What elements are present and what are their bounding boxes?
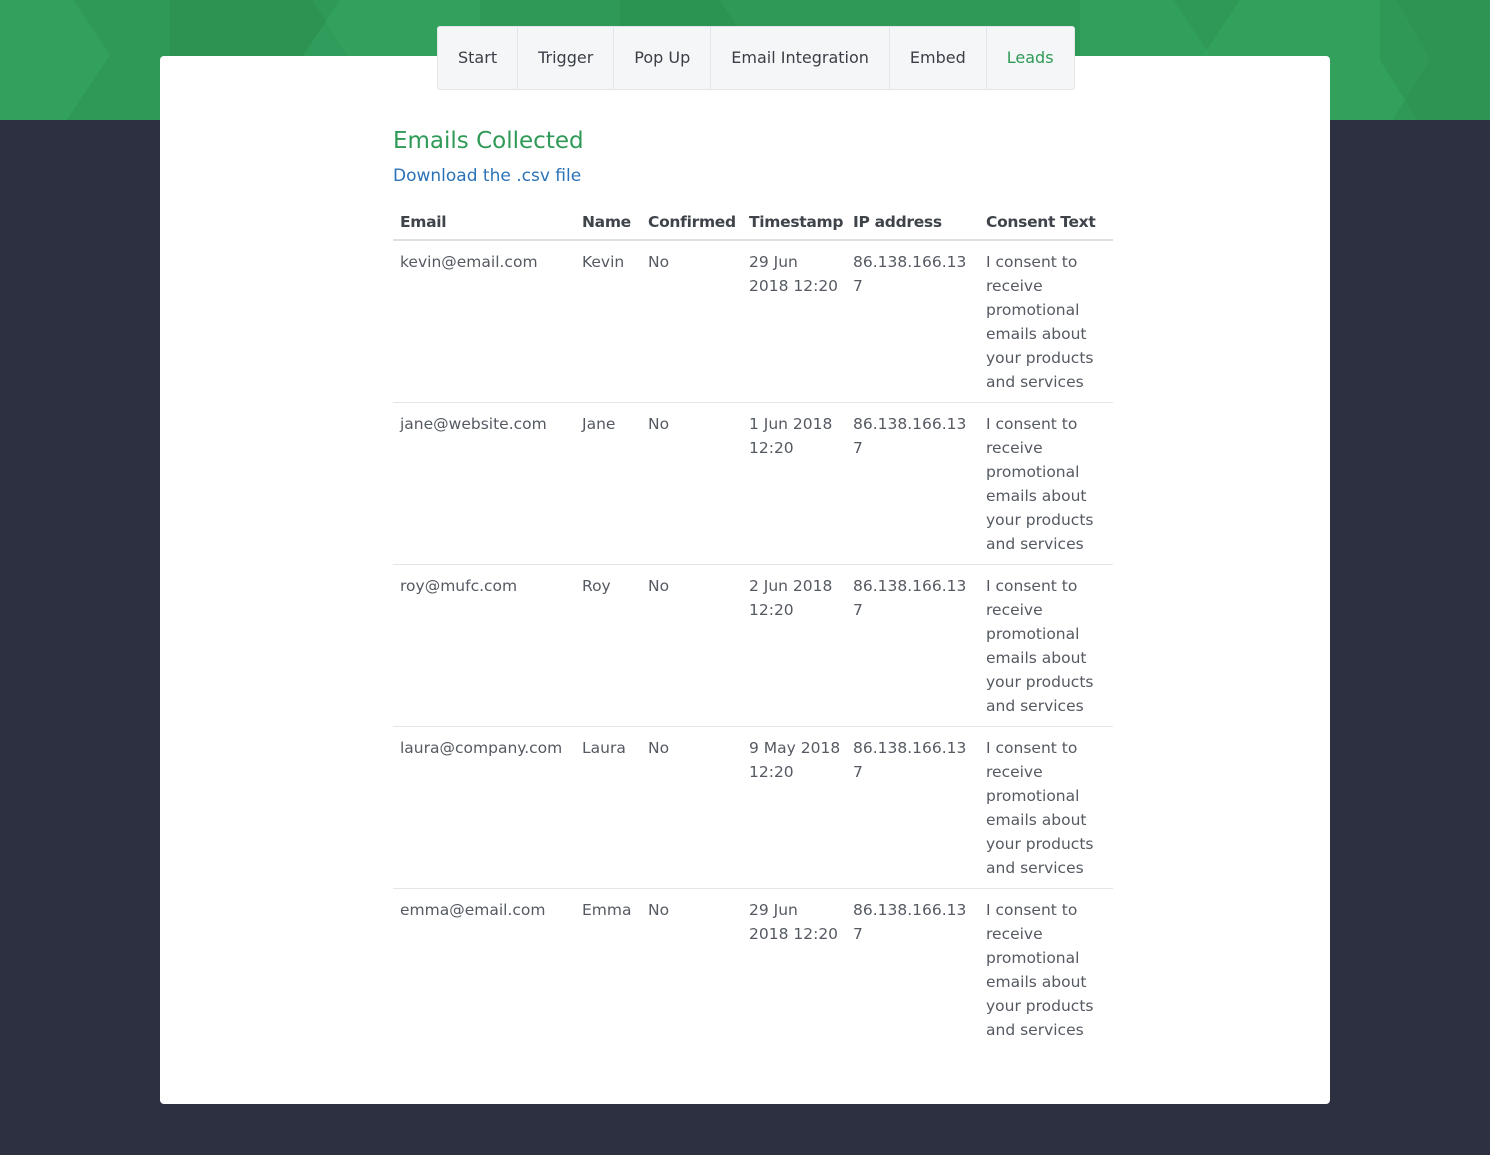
cell-ip-address: 86.138.166.137 xyxy=(846,240,979,403)
tab-start[interactable]: Start xyxy=(438,27,518,89)
table-header-row xyxy=(393,207,1113,240)
tab-embed[interactable]: Embed xyxy=(890,27,987,89)
download-csv-link[interactable]: Download the .csv file xyxy=(393,166,582,186)
tab-leads[interactable]: Leads xyxy=(1006,48,1054,67)
column-header-email: Email xyxy=(393,207,575,240)
cell-ip-address: 86.138.166.137 xyxy=(846,403,979,565)
cell-consent-text: I consent to receive promotional emails about your products and services xyxy=(979,727,1113,889)
cell-email: kevin@email.com xyxy=(393,240,575,403)
cell-timestamp: 2 Jun 2018 12:20 xyxy=(742,565,846,727)
cell-confirmed: No xyxy=(648,901,670,919)
cell-name: Roy xyxy=(575,565,641,727)
column-header-ip-address: IP address xyxy=(846,207,979,240)
cell-email: laura@company.com xyxy=(393,727,575,889)
table-row xyxy=(393,565,1113,727)
cell-name: Jane xyxy=(575,403,641,565)
tab-pop-up[interactable]: Pop Up xyxy=(614,27,711,89)
table-row xyxy=(393,889,1113,1051)
column-header-name: Name xyxy=(575,207,641,240)
table-row xyxy=(393,240,1113,403)
leads-content xyxy=(393,120,1113,1050)
column-header-confirmed: Confirmed xyxy=(641,207,742,240)
cell-confirmed: No xyxy=(641,727,742,889)
cell-ip-address: 86.138.166.137 xyxy=(853,901,967,943)
cell-confirmed: No xyxy=(641,403,742,565)
cell-consent-text: I consent to receive promotional emails about your products and services xyxy=(979,403,1113,565)
cell-confirmed: No xyxy=(641,565,742,727)
column-header-consent-text: Consent Text xyxy=(979,207,1113,240)
cell-consent-text: I consent to receive promotional emails about your products and services xyxy=(979,240,1113,403)
cell-confirmed: No xyxy=(641,240,742,403)
cell-ip-address: 86.138.166.137 xyxy=(846,565,979,727)
tab-trigger[interactable]: Trigger xyxy=(518,27,614,89)
column-header-timestamp: Timestamp xyxy=(742,207,846,240)
cell-email: jane@website.com xyxy=(393,403,575,565)
cell-ip-address: 86.138.166.137 xyxy=(846,727,979,889)
cell-timestamp: 9 May 2018 12:20 xyxy=(742,727,846,889)
cell-consent-text: I consent to receive promotional emails about your products and services xyxy=(979,565,1113,727)
cell-consent-text: I consent to receive promotional emails about your products and services xyxy=(986,901,1094,1039)
cell-email: emma@email.com xyxy=(400,901,546,919)
cell-name: Laura xyxy=(575,727,641,889)
cell-email: roy@mufc.com xyxy=(393,565,575,727)
tab-email-integration[interactable]: Email Integration xyxy=(711,27,890,89)
cell-name: Kevin xyxy=(575,240,641,403)
table-row xyxy=(393,727,1113,889)
page-title: Emails Collected xyxy=(393,128,584,154)
cell-timestamp: 29 Jun 2018 12:20 xyxy=(749,901,839,943)
cell-name: Emma xyxy=(582,901,632,919)
cell-timestamp: 1 Jun 2018 12:20 xyxy=(742,403,846,565)
table-row xyxy=(393,403,1113,565)
nav-tabs xyxy=(437,26,1075,90)
leads-table xyxy=(393,207,1113,1050)
cell-timestamp: 29 Jun 2018 12:20 xyxy=(742,240,846,403)
